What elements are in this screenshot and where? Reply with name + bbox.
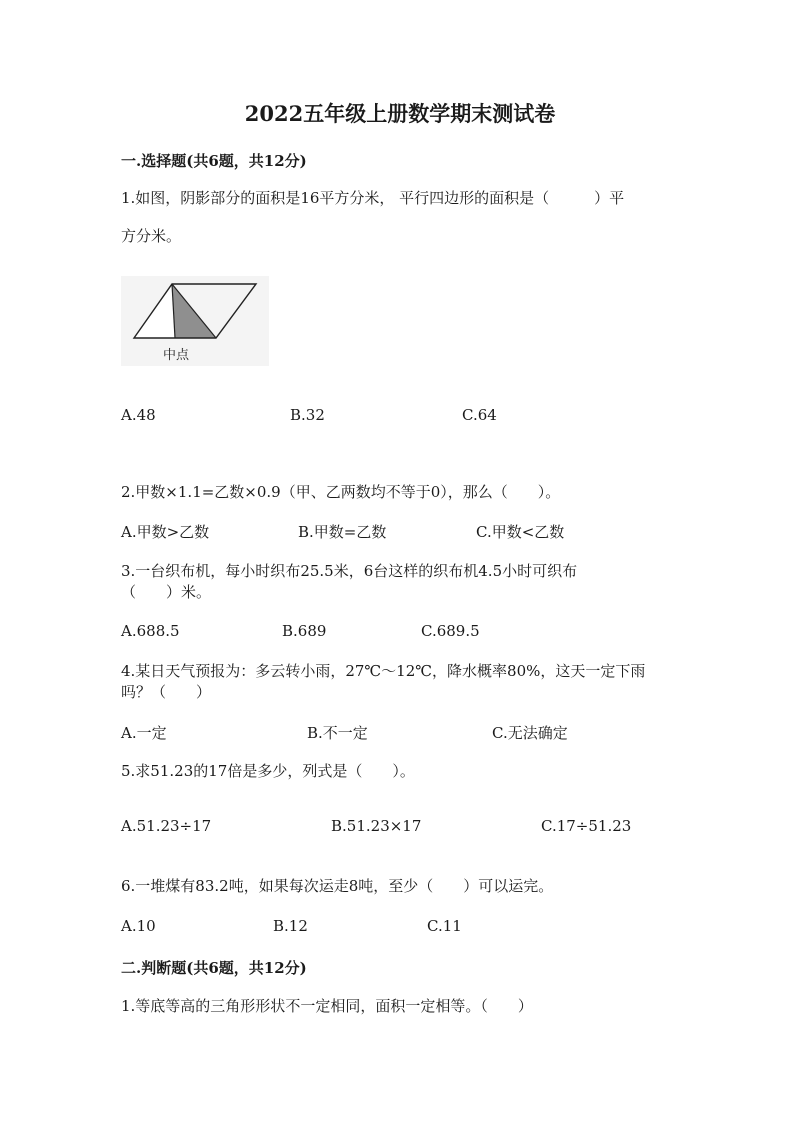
q6-option-b[interactable]: B.12 [273, 917, 308, 935]
question-1-text-line-1: 1.如图，阴影部分的面积是16平方分米， 平行四边形的面积是（ ）平 [121, 189, 625, 207]
q3-option-a[interactable]: A.688.5 [121, 622, 180, 640]
q2-option-c[interactable]: C.甲数<乙数 [476, 523, 565, 541]
q2-option-a[interactable]: A.甲数>乙数 [121, 523, 210, 541]
question-1-text-line-2: 方分米。 [121, 227, 182, 245]
question-4-text-line-1: 4.某日天气预报为：多云转小雨，27℃～12℃，降水概率80%，这天一定下雨 [121, 662, 646, 680]
question-3-text-line-2: （ ）米。 [121, 583, 212, 601]
page-title: 2022五年级上册数学期末测试卷 [244, 101, 556, 126]
q4-option-c[interactable]: C.无法确定 [492, 724, 568, 742]
q2-option-b[interactable]: B.甲数=乙数 [298, 523, 387, 541]
parallelogram-figure [121, 276, 269, 366]
question-5-text: 5.求51.23的17倍是多少，列式是（ ）。 [121, 762, 415, 780]
question-2-text: 2.甲数×1.1=乙数×0.9（甲、乙两数均不等于0），那么（ ）。 [121, 483, 561, 501]
q6-option-c[interactable]: C.11 [427, 917, 462, 935]
section-heading-multiple-choice: 一.选择题(共6题，共12分) [121, 152, 307, 170]
question-6-text: 6.一堆煤有83.2吨，如果每次运走8吨，至少（ ）可以运完。 [121, 877, 554, 895]
q3-option-b[interactable]: B.689 [282, 622, 327, 640]
q1-option-b[interactable]: B.32 [290, 406, 325, 424]
true-false-question-1-text: 1.等底等高的三角形形状不一定相同，面积一定相等。（ ） [121, 997, 533, 1015]
q4-option-a[interactable]: A.一定 [121, 724, 167, 742]
question-3-text-line-1: 3.一台织布机，每小时织布25.5米，6台这样的织布机4.5小时可织布 [121, 562, 578, 580]
q1-option-c[interactable]: C.64 [462, 406, 497, 424]
q6-option-a[interactable]: A.10 [121, 917, 156, 935]
question-4-text-line-2: 吗？（ ） [121, 683, 212, 701]
q1-option-a[interactable]: A.48 [121, 406, 156, 424]
midpoint-label: 中点 [163, 348, 190, 363]
q5-option-a[interactable]: A.51.23÷17 [121, 817, 212, 835]
q5-option-c[interactable]: C.17÷51.23 [541, 817, 632, 835]
section-heading-true-false: 二.判断题(共6题，共12分) [121, 959, 307, 977]
q5-option-b[interactable]: B.51.23×17 [331, 817, 422, 835]
q4-option-b[interactable]: B.不一定 [307, 724, 368, 742]
q3-option-c[interactable]: C.689.5 [421, 622, 480, 640]
